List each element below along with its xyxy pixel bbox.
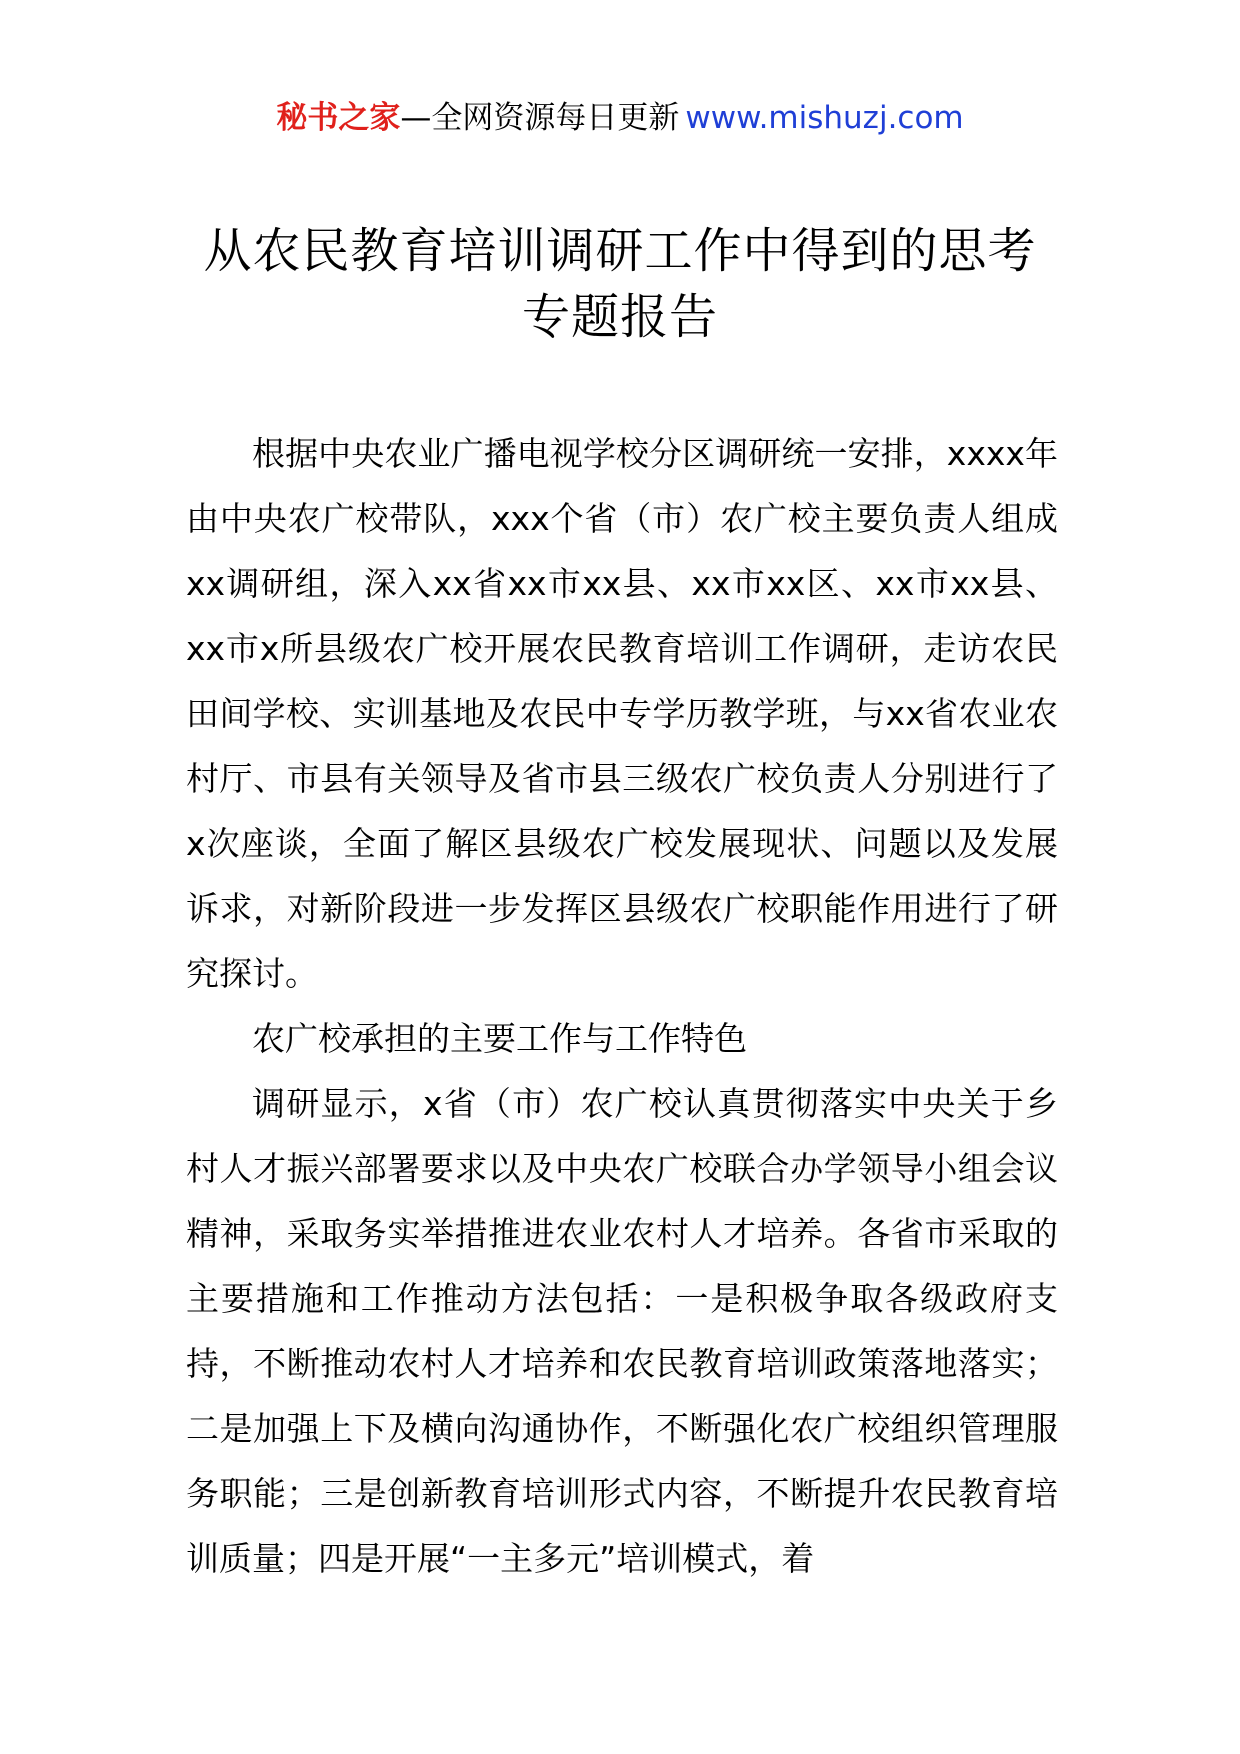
title-line-2: 专题报告 xyxy=(521,289,718,345)
brand-name: 秘书之家 xyxy=(276,100,401,136)
paragraph-survey: 调研显示，x省（市）农广校认真贯彻落实中央关于乡村人才振兴部署要求以及中央农广校联合办学领导小组会议精神，采取务实举措推进农业农村人才培养。各省市采取的主要措施和工作推动方法包括：一是积极争取各级政府支持，不断推动农村人才培养和农民教育培训政策落地落实；二是加强上下及横向沟通协作，不断强化农广校组织管理服务职能；三是创新教育培训形式内容，不断提升农民教育培训质量；四是开展“一主多元”培训模式，着 xyxy=(186,1084,1058,1578)
header-tagline: —全网资源每日更新 xyxy=(400,100,680,136)
site-header xyxy=(0,98,1240,138)
document-title xyxy=(150,218,1090,350)
site-url-link[interactable]: www.mishuzj.com xyxy=(685,100,964,136)
section-heading: 农广校承担的主要工作与工作特色 xyxy=(252,1019,747,1058)
title-line-1: 从农民教育培训调研工作中得到的思考 xyxy=(203,223,1037,279)
paragraph-intro: 根据中央农业广播电视学校分区调研统一安排，xxxx年由中央农广校带队，xxx个省（市）农广校主要负责人组成xx调研组，深入xx省xx市xx县、xx市xx区、xx市xx县、xx市x所县级农广校开展农民教育培训工作调研，走访农民田间学校、实训基地及农民中专学历教学班，与xx省农业农村厅、市县有关领导及省市县三级农广校负责人分别进行了x次座谈，全面了解区县级农广校发展现状、问题以及发展诉求，对新阶段进一步发挥区县级农广校职能作用进行了研究探讨。 xyxy=(186,434,1058,993)
document-body xyxy=(186,421,1058,1591)
